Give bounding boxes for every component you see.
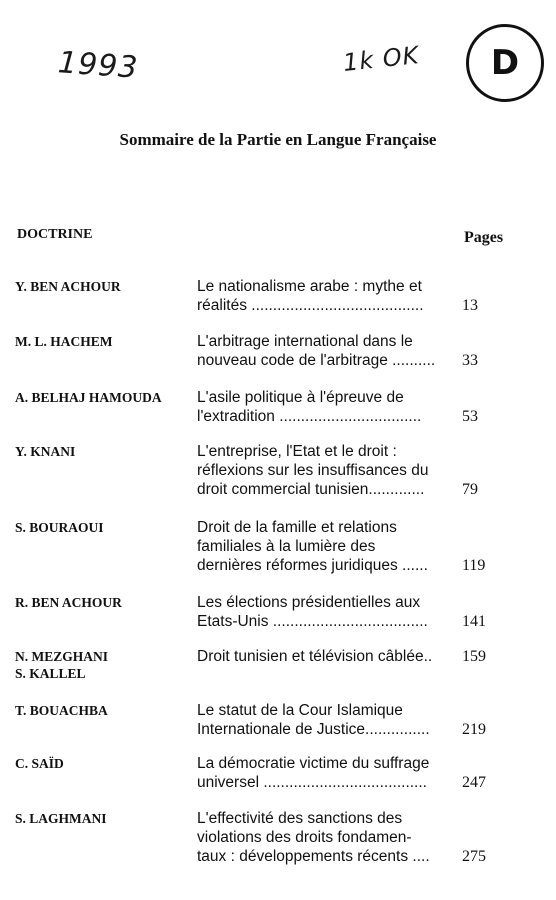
toc-entry-authors <box>15 594 122 611</box>
handwritten-year: 1993 <box>56 45 140 86</box>
toc-entry-title <box>197 809 455 866</box>
title-line: Le statut de la Cour Islamique <box>197 702 403 719</box>
toc-entry-title <box>197 388 455 426</box>
toc-entry-authors <box>15 702 108 719</box>
toc-entry-title <box>197 518 455 575</box>
author-name: S. LAGHMANI <box>15 811 107 826</box>
toc-entry-title <box>197 593 455 631</box>
page-title: Sommaire de la Partie en Langue Française <box>119 130 437 149</box>
author-name: C. SAÏD <box>15 756 64 771</box>
toc-entry-title <box>197 332 455 370</box>
title-line: Droit tunisien et télévision câblée.. <box>197 648 433 665</box>
author-name: T. BOUACHBA <box>15 703 108 718</box>
title-line: l'extradition ................................. <box>197 408 422 425</box>
handwritten-note: 1k OK <box>341 41 421 77</box>
author-name: S. BOURAOUI <box>15 520 104 535</box>
page-number: 219 <box>462 721 486 738</box>
page-number: 13 <box>462 297 478 314</box>
stamp-letter: D <box>490 43 520 83</box>
author-name: A. BELHAJ HAMOUDA <box>15 390 162 405</box>
toc-entry-authors <box>15 755 64 772</box>
toc-entry-title <box>197 442 455 499</box>
page-number: 275 <box>462 848 486 865</box>
toc-entry-authors <box>15 333 113 350</box>
title-line: L'arbitrage international dans le <box>197 333 413 350</box>
title-line: universel ...................................... <box>197 774 427 791</box>
title-line: L'entreprise, l'Etat et le droit : <box>197 443 397 460</box>
toc-entry-authors <box>15 278 121 295</box>
title-line: dernières réformes juridiques ...... <box>197 557 428 574</box>
author-name: M. L. HACHEM <box>15 334 113 349</box>
title-line: L'asile politique à l'épreuve de <box>197 389 404 406</box>
pages-column-header: Pages <box>464 229 504 246</box>
toc-entry-authors <box>15 810 107 827</box>
author-name: R. BEN ACHOUR <box>15 595 122 610</box>
title-line: droit commercial tunisien............. <box>197 481 425 498</box>
page-number: 119 <box>462 557 486 574</box>
toc-entry-authors <box>15 519 104 536</box>
page-number: 79 <box>462 481 478 498</box>
title-line: Droit de la famille et relations <box>197 519 397 536</box>
toc-entry-title <box>197 647 455 666</box>
author-name: N. MEZGHANI <box>15 649 109 664</box>
toc-entry-title <box>197 277 455 315</box>
title-line: réflexions sur les insuffisances du <box>197 462 429 479</box>
title-line: réalités ........................................ <box>197 297 424 314</box>
author-name: S. KALLEL <box>15 666 86 681</box>
title-line: Le nationalisme arabe : mythe et <box>197 278 422 295</box>
title-line: nouveau code de l'arbitrage .......... <box>197 352 436 369</box>
title-line: L'effectivité des sanctions des <box>197 810 403 827</box>
title-line: Internationale de Justice............... <box>197 721 430 738</box>
circled-letter-stamp <box>466 24 544 102</box>
toc-entry-title <box>197 754 455 792</box>
toc-entry-authors <box>15 389 162 406</box>
title-line: La démocratie victime du suffrage <box>197 755 430 772</box>
page-number: 141 <box>462 613 486 630</box>
title-line: Les élections présidentielles aux <box>197 594 421 611</box>
toc-entry-title <box>197 701 455 739</box>
title-line: taux : développements récents .... <box>197 848 430 865</box>
toc-entry-authors <box>15 648 108 682</box>
page-number: 159 <box>462 648 486 665</box>
section-heading: DOCTRINE <box>17 227 93 242</box>
author-name: Y. BEN ACHOUR <box>15 279 121 294</box>
page-number: 53 <box>462 408 478 425</box>
author-name: Y. KNANI <box>15 444 76 459</box>
title-line: familiales à la lumière des <box>197 538 376 555</box>
page-number: 33 <box>462 352 478 369</box>
page-number: 247 <box>462 774 486 791</box>
title-line: violations des droits fondamen- <box>197 829 412 846</box>
toc-entry-authors <box>15 443 75 460</box>
title-line: Etats-Unis .................................... <box>197 613 428 630</box>
